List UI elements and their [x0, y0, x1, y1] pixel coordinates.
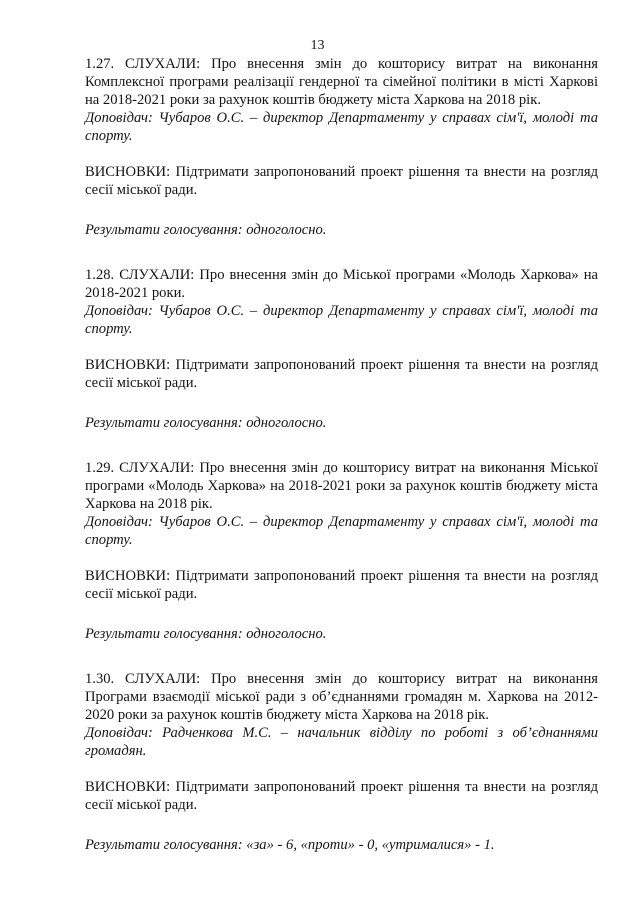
heard-text: 1.27. СЛУХАЛИ: Про внесення змін до кошторису витрат на виконання Комплексної програми реалізації гендерної та сімейної політики в місті Харкові на 2018-2021 роки за рахунок коштів бюджету міста Харкова на 2018 рік.	[85, 56, 598, 108]
speaker-text: Доповідач: Чубаров О.С. – директор Департаменту у справах сім'ї, молоді та спорту.	[85, 514, 598, 548]
speaker-text: Доповідач: Радченкова М.С. – начальник відділу по роботі з об’єднаннями громадян.	[85, 725, 598, 759]
agenda-item-1-30	[85, 670, 598, 854]
speaker-text: Доповідач: Чубаров О.С. – директор Департаменту у справах сім'ї, молоді та спорту.	[85, 303, 598, 337]
agenda-item-1-28	[85, 266, 598, 432]
conclusion-text: ВИСНОВКИ: Підтримати запропонований проект рішення та внести на розгляд сесії міської ради.	[85, 164, 598, 198]
heard-text: 1.29. СЛУХАЛИ: Про внесення змін до кошторису витрат на виконання Міської програми «Молодь Харкова» на 2018-2021 роки за рахунок коштів бюджету міста Харкова на 2018 рік.	[85, 460, 598, 512]
conclusion-text: ВИСНОВКИ: Підтримати запропонований проект рішення та внести на розгляд сесії міської ради.	[85, 568, 598, 602]
voting-result: Результати голосування: одноголосно.	[85, 222, 327, 238]
page-number: 13	[310, 38, 325, 53]
agenda-item-1-29	[85, 459, 598, 643]
minutes-content	[85, 55, 598, 854]
voting-result: Результати голосування: «за» - 6, «проти» - 0, «утрималися» - 1.	[85, 837, 495, 853]
heard-text: 1.30. СЛУХАЛИ: Про внесення змін до кошторису витрат на виконання Програми взаємодії міської ради з об’єднаннями громадян м. Харкова на 2012-2020 роки за рахунок коштів бюджету міста Харкова на 2018 рік.	[85, 671, 598, 723]
speaker-text: Доповідач: Чубаров О.С. – директор Департаменту у справах сім'ї, молоді та спорту.	[85, 110, 598, 144]
conclusion-text: ВИСНОВКИ: Підтримати запропонований проект рішення та внести на розгляд сесії міської ради.	[85, 779, 598, 813]
voting-result: Результати голосування: одноголосно.	[85, 626, 327, 642]
conclusion-text: ВИСНОВКИ: Підтримати запропонований проект рішення та внести на розгляд сесії міської ради.	[85, 357, 598, 391]
voting-result: Результати голосування: одноголосно.	[85, 415, 327, 431]
heard-text: 1.28. СЛУХАЛИ: Про внесення змін до Міської програми «Молодь Харкова» на 2018-2021 роки.	[85, 267, 598, 301]
agenda-item-1-27	[85, 55, 598, 239]
